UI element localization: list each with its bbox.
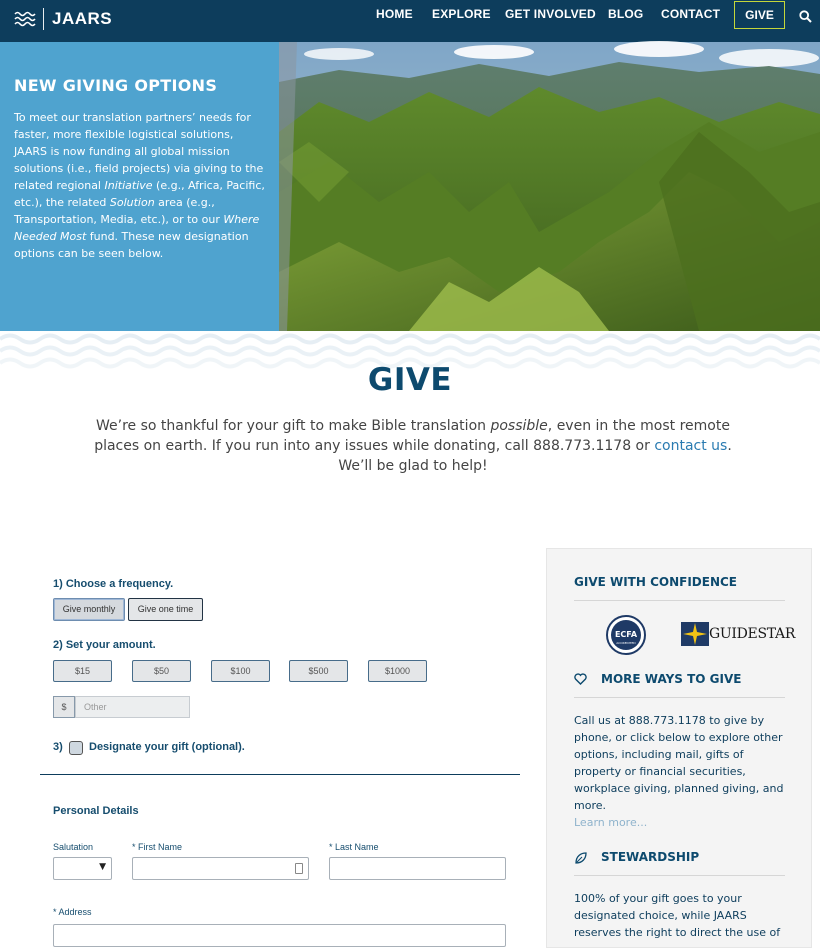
first-name-label: * First Name <box>132 842 183 852</box>
guidestar-text: GUIDESTAR <box>709 626 796 642</box>
logo-text: JAARS <box>52 9 113 28</box>
nav-item-explore[interactable]: EXPLORE <box>432 7 491 21</box>
sidebar-rule <box>574 600 785 601</box>
stewardship-text: 100% of your gift goes to your designated choice, while JAARS reserves the right to direct the use of <box>574 892 781 939</box>
address-label: * Address <box>53 907 92 917</box>
amount-15-button[interactable]: $15 <box>53 660 112 682</box>
step-designate-number: 3) <box>53 741 63 753</box>
give-intro: We’re so thankful for your gift to make Bible translation possible, even in the most remote places on earth. If you run into any issues while donating, call 888.773.1178 or contact us. We’ll be glad to help! <box>94 418 732 474</box>
give-nav-button[interactable]: GIVE <box>734 1 785 29</box>
first-name-field[interactable] <box>132 857 309 880</box>
ecfa-seal-icon[interactable] <box>606 615 646 655</box>
other-amount-input[interactable]: Other <box>75 696 190 718</box>
hero-text-panel <box>0 42 279 331</box>
heart-icon <box>574 673 587 685</box>
sidebar-rule <box>574 875 785 876</box>
salutation-select[interactable] <box>53 857 112 880</box>
amount-1000-button[interactable]: $1000 <box>368 660 427 682</box>
waves-logo-icon <box>14 10 36 28</box>
learn-more-link[interactable]: Learn more... <box>574 816 648 829</box>
more-ways-heading: MORE WAYS TO GIVE <box>601 672 742 686</box>
give-sidebar <box>546 548 812 948</box>
hero-mountain-image <box>279 42 820 331</box>
logo[interactable] <box>14 6 112 32</box>
nav-item-home[interactable]: HOME <box>376 7 413 21</box>
confidence-heading: GIVE WITH CONFIDENCE <box>574 575 738 589</box>
form-divider <box>40 774 520 775</box>
nav-item-get-involved[interactable]: GET INVOLVED <box>505 7 596 21</box>
logo-separator <box>43 8 44 30</box>
search-icon[interactable] <box>799 10 812 23</box>
address-field[interactable] <box>53 924 506 947</box>
currency-symbol: $ <box>53 696 75 718</box>
hero-body: To meet our translation partners’ needs for faster, more flexible logistical solutions, JAARS is now funding all global mission solutions (i.e., field projects) via giving to the related regional Initiative (e.g., Africa, Pacific, etc.), the related Solution area (e.g., Transportation, Media, etc.), or to our Where Needed Most fund. These new designation options can be seen below. <box>14 111 265 260</box>
guidestar-logo[interactable] <box>681 619 795 649</box>
step-frequency-label: 1) Choose a frequency. <box>53 578 174 590</box>
autofill-icon <box>295 863 303 874</box>
personal-details-heading: Personal Details <box>53 805 139 817</box>
hero-title: NEW GIVING OPTIONS <box>14 76 218 95</box>
stewardship-heading: STEWARDSHIP <box>601 850 700 864</box>
chevron-down-icon: ▼ <box>99 862 106 872</box>
give-one-time-button[interactable]: Give one time <box>128 598 203 621</box>
step-amount-label: 2) Set your amount. <box>53 639 156 651</box>
guidestar-star-icon <box>681 620 709 648</box>
designate-checkbox[interactable] <box>69 741 83 755</box>
more-ways-text: Call us at 888.773.1178 to give by phone, or click below to explore other options, including mail, gifts of property or financial securities, workplace giving, planned giving, and more. Learn more... <box>574 714 784 829</box>
contact-us-link[interactable]: contact us <box>654 438 728 454</box>
give-monthly-button[interactable]: Give monthly <box>53 598 125 621</box>
sidebar-rule <box>574 697 785 698</box>
amount-100-button[interactable]: $100 <box>211 660 270 682</box>
amount-50-button[interactable]: $50 <box>132 660 191 682</box>
nav-item-contact[interactable]: CONTACT <box>661 7 721 21</box>
last-name-field[interactable] <box>329 857 506 880</box>
salutation-label: Salutation <box>53 842 94 852</box>
nav-item-blog[interactable]: BLOG <box>608 7 644 21</box>
svg-text:ECFA: ECFA <box>614 630 638 639</box>
top-navbar <box>0 0 820 42</box>
designate-label[interactable]: Designate your gift (optional). <box>89 741 245 753</box>
leaf-icon <box>574 851 588 865</box>
last-name-label: * Last Name <box>329 842 379 852</box>
give-title: GIVE <box>367 362 453 398</box>
svg-text:ACCREDITED: ACCREDITED <box>616 641 636 645</box>
amount-500-button[interactable]: $500 <box>289 660 348 682</box>
